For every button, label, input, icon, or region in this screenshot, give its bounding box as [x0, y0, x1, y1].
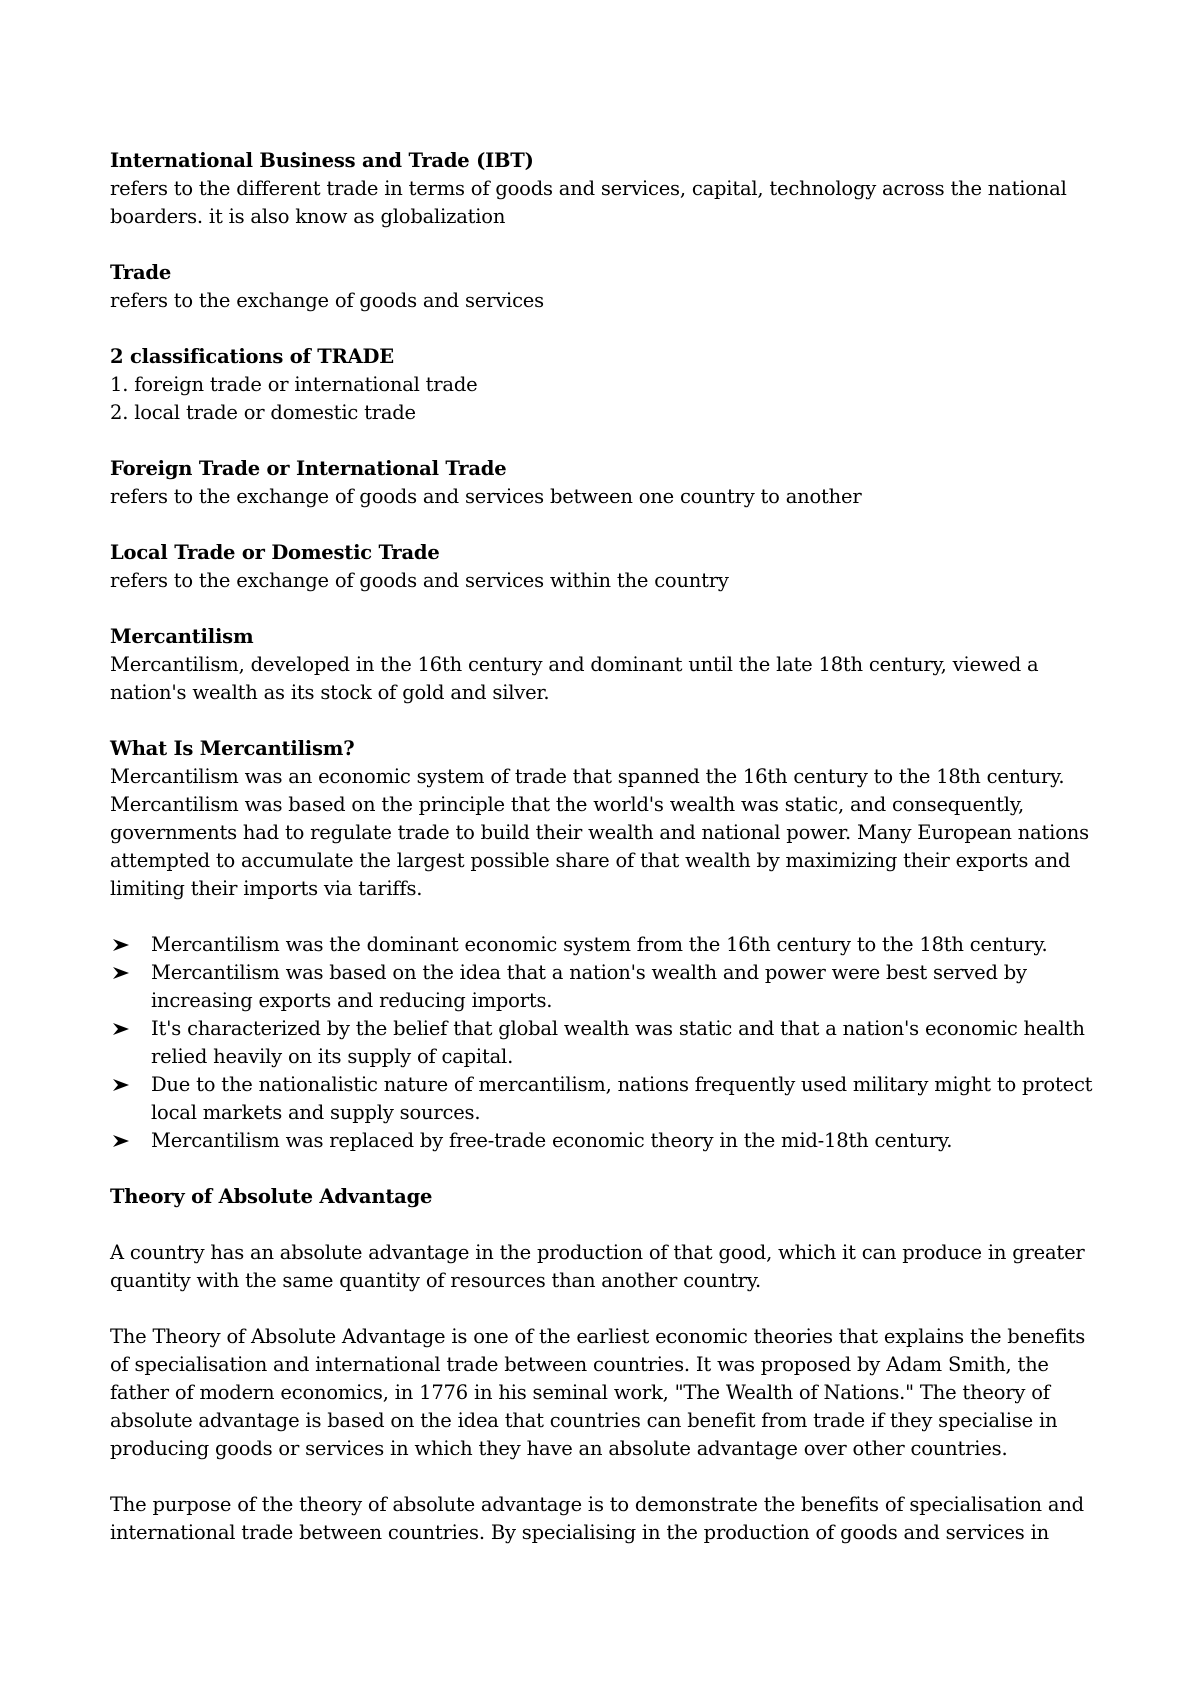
list-item: 2. local trade or domestic trade: [110, 401, 416, 424]
section-what-is-mercantilism: [110, 735, 1100, 1155]
section-paragraph: refers to the exchange of goods and services between one country to another: [110, 485, 862, 508]
section-heading: International Business and Trade (IBT): [110, 149, 534, 172]
section-mercantilism: [110, 623, 1100, 707]
section-paragraph: Mercantilism was an economic system of trade that spanned the 16th century to the 18th century. Mercantilism was based on the principle that the world's wealth was static, and consequently, governments had to regulate trade to build their wealth and national power. Many European nations attempted to accumulate the largest possible share of that wealth by maximizing their exports and limiting their imports via tariffs.: [110, 765, 1089, 900]
section-paragraph: A country has an absolute advantage in the production of that good, which it can produce in greater quantity with the same quantity of resources than another country.: [110, 1241, 1085, 1292]
list-item: 1. foreign trade or international trade: [110, 373, 478, 396]
section-heading: Foreign Trade or International Trade: [110, 457, 507, 480]
bullet-text: Mercantilism was based on the idea that a nation's wealth and power were best served by increasing exports and reducing imports.: [151, 961, 1027, 1012]
section-heading: 2 classifications of TRADE: [110, 345, 394, 368]
section-local-trade: [110, 539, 1100, 595]
bullet-item: [110, 1015, 1100, 1071]
arrowhead-bullet-icon: [112, 1134, 130, 1148]
section-heading: Local Trade or Domestic Trade: [110, 541, 440, 564]
bullet-item: [110, 1071, 1100, 1127]
bullet-text: Mercantilism was the dominant economic system from the 16th century to the 18th century.: [151, 933, 1048, 956]
arrowhead-bullet-icon: [112, 1078, 130, 1092]
section-paragraph: refers to the exchange of goods and services within the country: [110, 569, 729, 592]
bullet-item: [110, 1127, 1100, 1155]
key-points-list: [110, 931, 1100, 1155]
section-ibt: [110, 147, 1100, 231]
bullet-item: [110, 931, 1100, 959]
bullet-text: Mercantilism was replaced by free-trade economic theory in the mid-18th century.: [151, 1129, 953, 1152]
arrowhead-bullet-icon: [112, 1022, 130, 1036]
section-paragraph: refers to the exchange of goods and services: [110, 289, 544, 312]
section-trade: [110, 259, 1100, 315]
section-paragraph: The Theory of Absolute Advantage is one of the earliest economic theories that explains the benefits of specialisation and international trade between countries. It was proposed by Adam Smith, the father of modern economics, in 1776 in his seminal work, "The Wealth of Nations." The theory of absolute advantage is based on the idea that countries can benefit from trade if they specialise in producing goods or services in which they have an absolute advantage over other countries.: [110, 1325, 1086, 1460]
section-classifications: [110, 343, 1100, 427]
section-paragraph: The purpose of the theory of absolute advantage is to demonstrate the benefits of specialisation and international trade between countries. By specialising in the production of goods and services in: [110, 1493, 1084, 1544]
section-heading: What Is Mercantilism?: [110, 737, 355, 760]
document-body: [110, 147, 1100, 1547]
section-heading: Theory of Absolute Advantage: [110, 1185, 433, 1208]
section-paragraph: refers to the different trade in terms of goods and services, capital, technology across the national boarders. it is also know as globalization: [110, 177, 1067, 228]
section-foreign-trade: [110, 455, 1100, 511]
section-paragraph: Mercantilism, developed in the 16th century and dominant until the late 18th century, viewed a nation's wealth as its stock of gold and silver.: [110, 653, 1039, 704]
classification-list: [110, 371, 1100, 427]
section-heading: Mercantilism: [110, 625, 254, 648]
section-absolute-advantage: [110, 1183, 1100, 1547]
bullet-text: Due to the nationalistic nature of mercantilism, nations frequently used military might to protect local markets and supply sources.: [151, 1073, 1093, 1124]
bullet-item: [110, 959, 1100, 1015]
bullet-text: It's characterized by the belief that global wealth was static and that a nation's economic health relied heavily on its supply of capital.: [151, 1017, 1085, 1068]
arrowhead-bullet-icon: [112, 966, 130, 980]
section-heading: Trade: [110, 261, 172, 284]
arrowhead-bullet-icon: [112, 938, 130, 952]
